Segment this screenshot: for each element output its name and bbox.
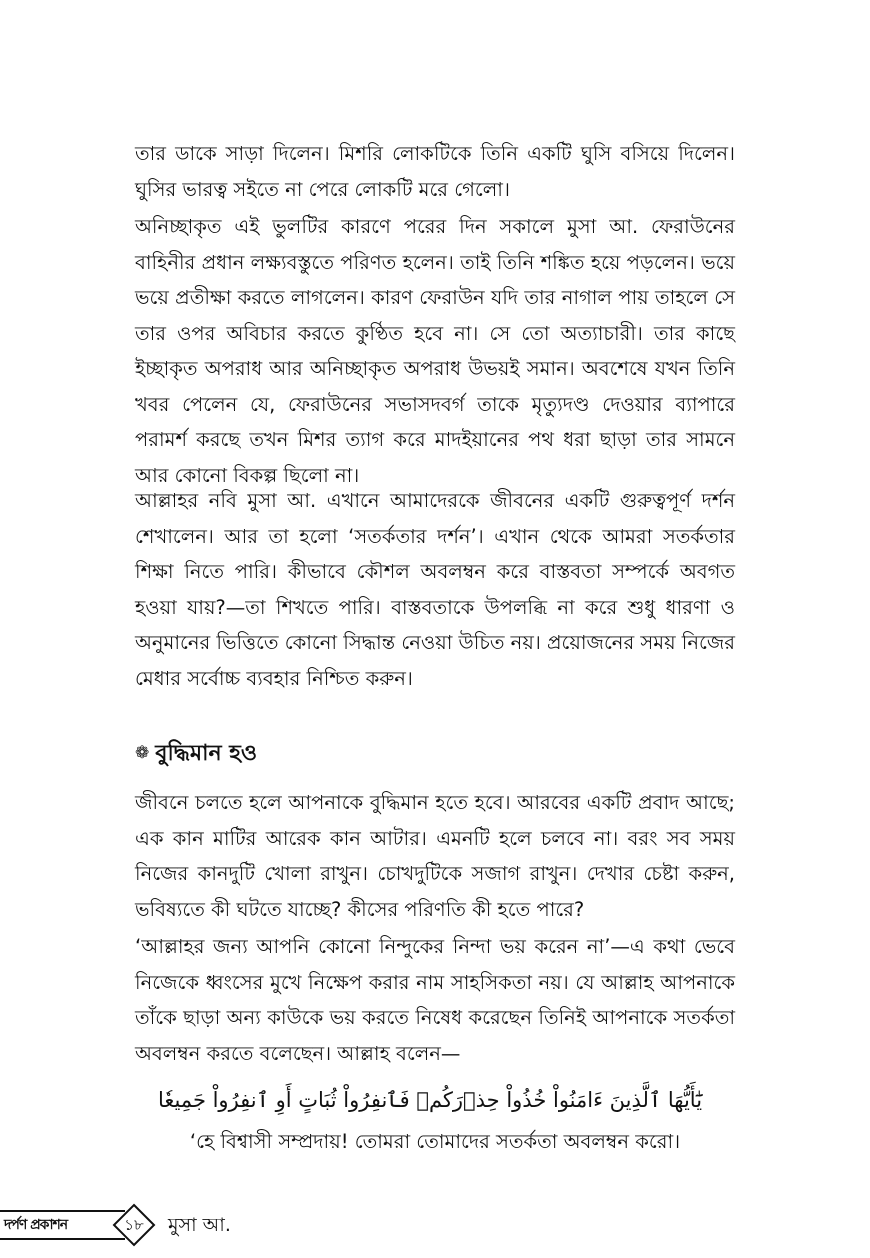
section-heading [135,733,257,774]
page-number-badge [112,1203,156,1247]
section-paragraph-2: ‘আল্লাহর জন্য আপনি কোনো নিন্দুকের নিন্দা ভয় করেন না’—এ কথা ভেবে নিজেকে ধ্বংসের মুখে নিক্ষেপ করার নাম সাহসিকতা নয়। যে আল্লাহ আপনাকে তাঁকে ছাড়া অন্য কাউকে ভয় করতে নিষেধ করেছেন তিনিই আপনাকে সতর্কতা অবলম্বন করতে বলেছেন। আল্লাহ বলেন— [135,935,735,1065]
book-title: মুসা আ. [168,1214,231,1236]
publisher-name: দর্পণ প্রকাশন [4,1217,68,1233]
arabic-verse: يَٰٓأَيُّهَا ٱلَّذِينَ ءَامَنُواْ خُذُواْ حِذۡرَكُمۡ فَٱنفِرُواْ ثُبَاتٍ أَوِ ٱنفِرُواْ جَمِيعٗا [157,1088,703,1112]
body-paragraph-1: তার ডাকে সাড়া দিলেন। মিশরি লোকটিকে তিনি একটি ঘুসি বসিয়ে দিলেন। ঘুসির ভারত্ব সইতে না পেরে লোকটি মরে গেলো। [135,142,735,201]
page-number: ১৮ [124,1216,144,1234]
verse-translation: ‘হে বিশ্বাসী সম্প্রদায়! তোমরা তোমাদের সতর্কতা অবলম্বন করো। [189,1130,681,1153]
body-paragraph-2: অনিচ্ছাকৃত এই ভুলটির কারণে পরের দিন সকালে মুসা আ. ফেরাউনের বাহিনীর প্রধান লক্ষ্যবস্তুতে পরিণত হলেন। তাই তিনি শঙ্কিত হয়ে পড়লেন। ভয়ে ভয়ে প্রতীক্ষা করতে লাগলেন। কারণ ফেরাউন যদি তার নাগাল পায় তাহলে সে তার ওপর অবিচার করতে কুণ্ঠিত হবে না। সে তো অত্যাচারী। তার কাছে ইচ্ছাকৃত অপরাধ আর অনিচ্ছাকৃত অপরাধ উভয়ই সমান। অবশেষে যখন তিনি খবর পেলেন যে, ফেরাউনের সভাসদবর্গ তাকে মৃত্যুদণ্ড দেওয়ার ব্যাপারে পরামর্শ করছে তখন মিশর ত্যাগ করে মাদইয়ানের পথ ধরা ছাড়া তার সামনে আর কোনো বিকল্প ছিলো না। [135,215,735,487]
section-heading-text: বুদ্ধিমান হও [155,741,258,766]
page-footer [0,1194,870,1244]
body-paragraph-3: আল্লাহর নবি মুসা আ. এখানে আমাদেরকে জীবনের একটি গুরুত্বপূর্ণ দর্শন শেখালেন। আর তা হলো ‘সতর্কতার দর্শন’। এখান থেকে আমরা সতর্কতার শিক্ষা নিতে পারি। কীভাবে কৌশল অবলম্বন করে বাস্তবতা সম্পর্কে অবগত হওয়া যায়?—তা শিখতে পারি। বাস্তবতাকে উপলব্ধি না করে শুধু ধারণা ও অনুমানের ভিত্তিতে কোনো সিদ্ধান্ত নেওয়া উচিত নয়। প্রয়োজনের সময় নিজের মেধার সর্বোচ্চ ব্যবহার নিশ্চিত করুন। [135,489,735,690]
publisher-logo [0,1210,125,1240]
section-paragraph-1: জীবনে চলতে হলে আপনাকে বুদ্ধিমান হতে হবে। আরবের একটি প্রবাদ আছে; এক কান মাটির আরেক কান আটার। এমনটি হলে চলবে না। বরং সব সময় নিজের কানদুটি খোলা রাখুন। চোখদুটিকে সজাগ রাখুন। দেখার চেষ্টা করুন, ভবিষ্যতে কী ঘটতে যাচ্ছে? কীসের পরিণতি কী হতে পারে? [135,791,735,921]
flower-ornament-icon: ❁ [135,743,150,763]
